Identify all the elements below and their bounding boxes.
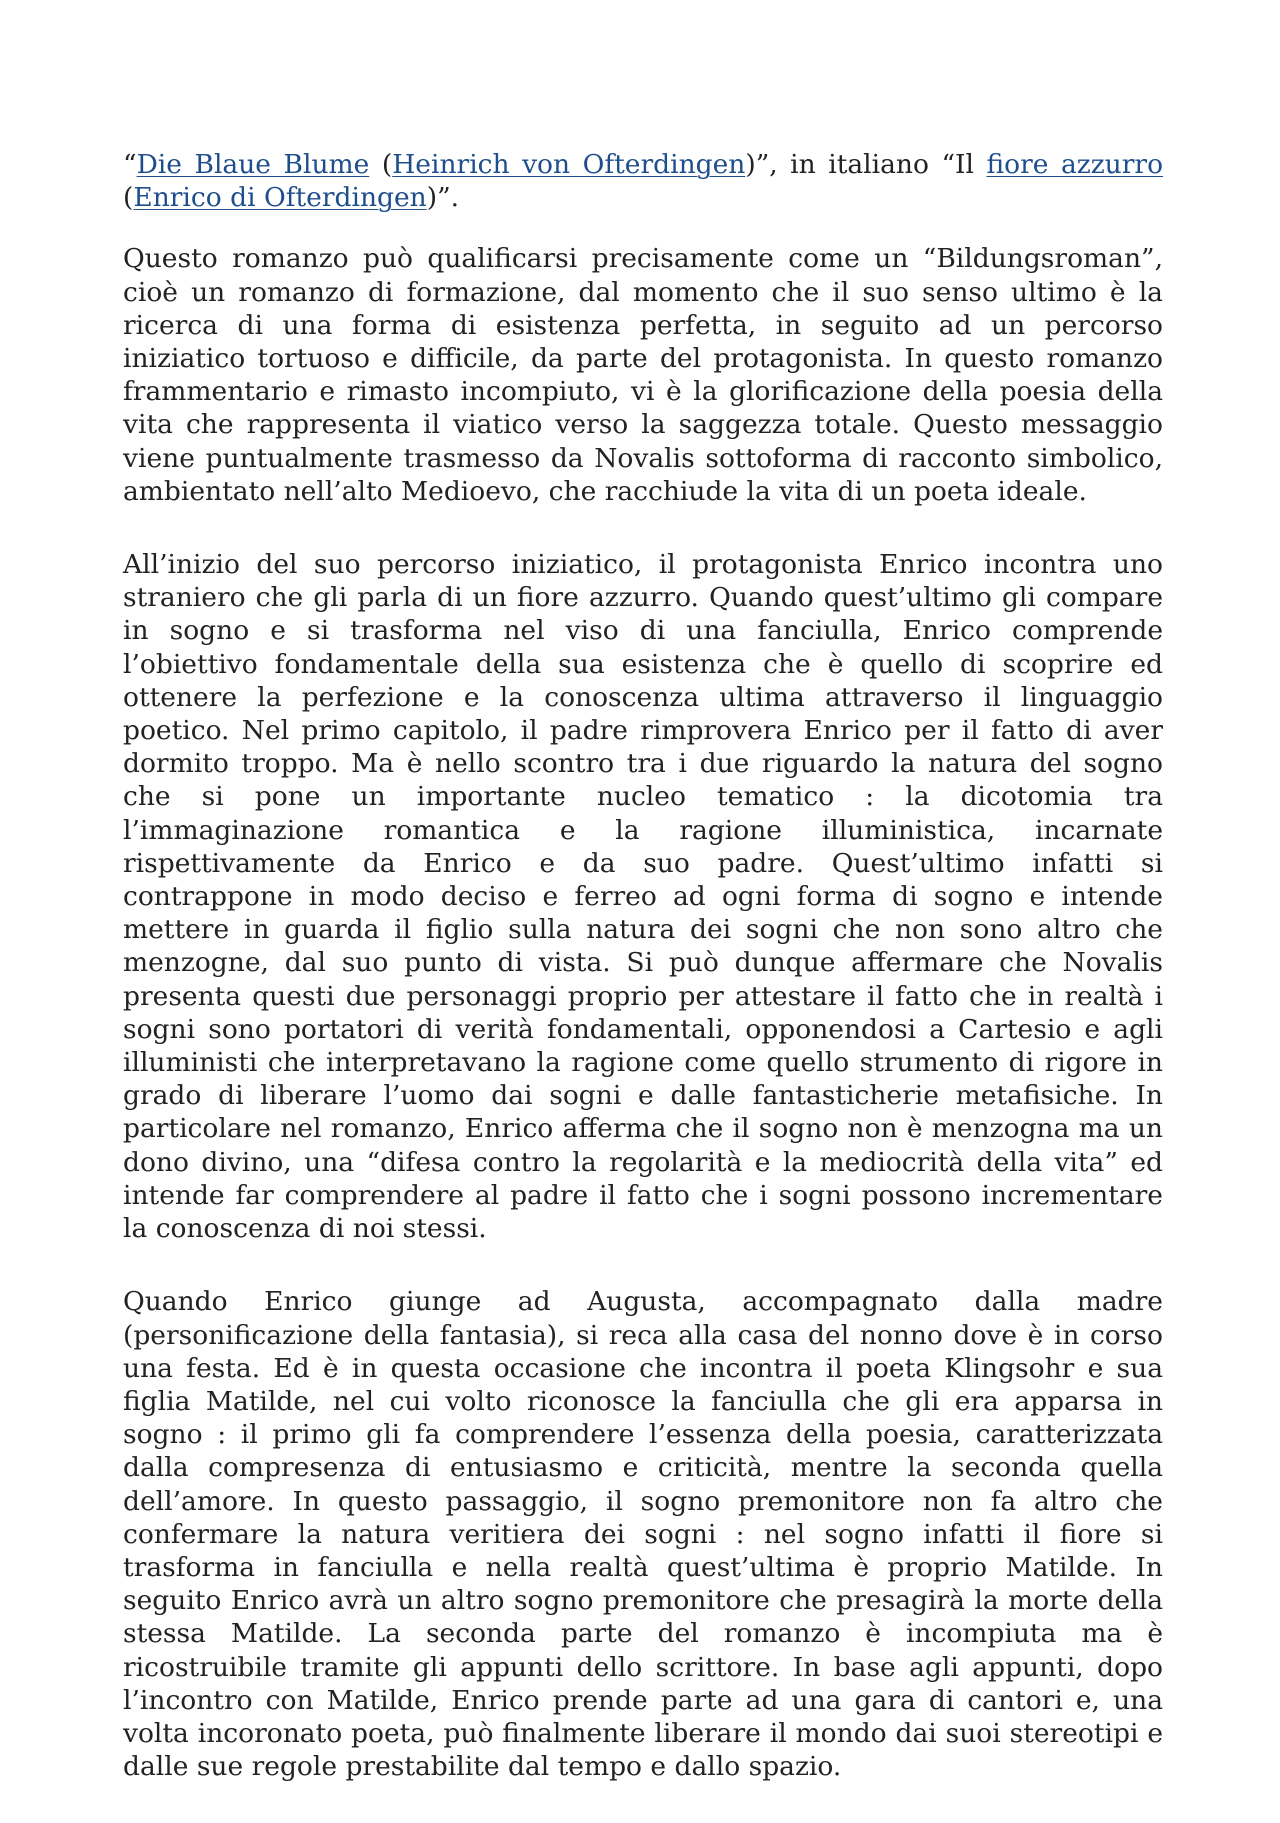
intro-mid-text: )”, in italiano “Il — [745, 149, 987, 180]
link-enrico-di-ofterdingen[interactable]: Enrico di Ofterdingen — [133, 182, 427, 214]
intro-paren-2: ( — [123, 182, 134, 214]
intro-open-quote: “ — [123, 149, 137, 180]
intro-paragraph — [123, 148, 1163, 214]
link-heinrich-von-ofterdingen[interactable]: Heinrich von Ofterdingen — [392, 149, 746, 180]
link-die-blaue-blume[interactable]: Die Blaue Blume — [136, 149, 370, 180]
paragraph-percorso-iniziatico: All’inizio del suo percorso iniziatico, il protagonista Enrico incontra uno straniero che gli parla di un fiore azzurro. Quando quest’ultimo gli compare in sogno e si trasforma nel viso di una fanciulla, Enrico comprende l’obiettivo fondamentale della sua esistenza che è quello di scoprire ed ottenere la perfezione e la conoscenza ultima attraverso il linguaggio poetico. Nel primo capitolo, il padre rimprovera Enrico per il fatto di aver dormito troppo. Ma è nello scontro tra i due riguardo la natura del sogno che si pone un importante nucleo tematico : la dicotomia tra l’immaginazione romantica e la ragione illuministica, incarnate rispettivamente da Enrico e da suo padre. Quest’ultimo infatti si contrappone in modo deciso e ferreo ad ogni forma di sogno e intende mettere in guarda il figlio sulla natura dei sogni che non sono altro che menzogne, dal suo punto di vista. Si può dunque affermare che Novalis presenta questi due personaggi proprio per attestare il fatto che in realtà i sogni sono portatori di verità fondamentali, opponendosi a Cartesio e agli illuministi che interpretavano la ragione come quello strumento di rigore in grado di liberare l’uomo dai sogni e dalle fantasticherie metafisiche. In particolare nel romanzo, Enrico afferma che il sogno non è menzogna ma un dono divino, una “difesa contro la regolarità e la mediocrità della vita” ed intende far comprendere al padre il fatto che i sogni possono incrementare la conoscenza di noi stessi. — [123, 549, 1163, 1245]
intro-close-text: )”. — [426, 182, 460, 214]
intro-paren-1: ( — [369, 149, 393, 180]
document-body — [123, 148, 1163, 1823]
paragraph-bildungsroman: Questo romanzo può qualificarsi precisamente come un “Bildungsroman”, cioè un romanzo di formazione, dal momento che il suo senso ultimo è la ricerca di una forma di esistenza perfetta, in seguito ad un percorso iniziatico tortuoso e difficile, da parte del protagonista. In questo romanzo frammentario e rimasto incompiuto, vi è la glorificazione della poesia della vita che rappresenta il viatico verso la saggezza totale. Questo messaggio viene puntualmente trasmesso da Novalis sottoforma di racconto simbolico, ambientato nell’alto Medioevo, che racchiude la vita di un poeta ideale. — [123, 243, 1163, 507]
paragraph-augusta: Quando Enrico giunge ad Augusta, accompagnato dalla madre (personificazione della fantasia), si reca alla casa del nonno dove è in corso una festa. Ed è in questa occasione che incontra il poeta Klingsohr e sua figlia Matilde, nel cui volto riconosce la fanciulla che gli era apparsa in sogno : il primo gli fa comprendere l’essenza della poesia, caratterizzata dalla compresenza di entusiasmo e criticità, mentre la seconda quella dell’amore. In questo passaggio, il sogno premonitore non fa altro che confermare la natura veritiera dei sogni : nel sogno infatti il fiore si trasforma in fanciulla e nella realtà quest’ultima è proprio Matilde. In seguito Enrico avrà un altro sogno premonitore che presagirà la morte della stessa Matilde. La seconda parte del romanzo è incompiuta ma è ricostruibile tramite gli appunti dello scrittore. In base agli appunti, dopo l’incontro con Matilde, Enrico prende parte ad una gara di cantori e, una volta incoronato poeta, può finalmente liberare il mondo dai suoi stereotipi e dalle sue regole prestabilite dal tempo e dallo spazio. — [123, 1286, 1163, 1783]
link-fiore-azzurro[interactable]: fiore azzurro — [986, 149, 1164, 180]
